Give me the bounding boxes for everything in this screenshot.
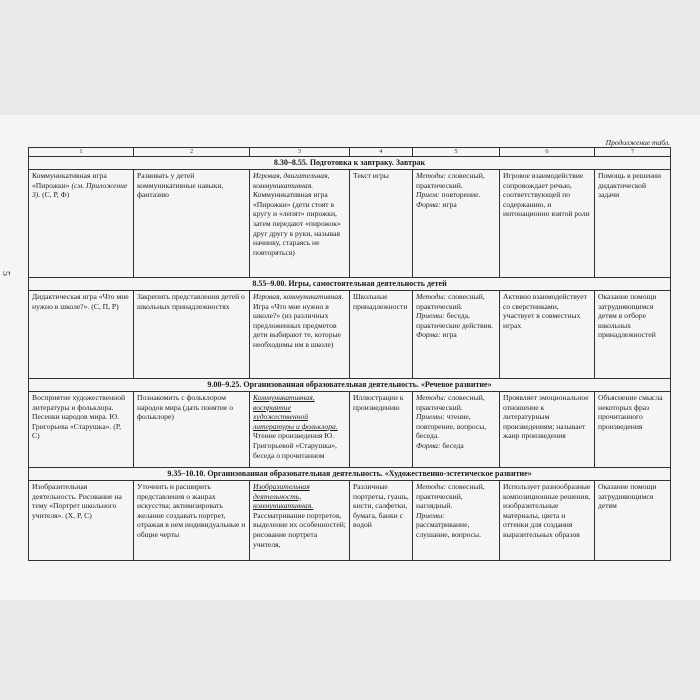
support-cell: Объяснение смысла некоторых фраз прочитанного произведения xyxy=(595,392,671,468)
section-title: 8.55–9.00. Игры, самостоятельная деятельность детей xyxy=(29,278,671,291)
methods-cell: Методы: словесный, практический. Приемы: беседа, практические действия. Форма: игра xyxy=(413,291,500,379)
section-title: 8.30–8.55. Подготовка к завтраку. Завтрак xyxy=(29,157,671,170)
table-row xyxy=(29,170,671,278)
activity-type-cell: Коммуникативная, восприятие художественной литературы и фольклора. Чтение произведения Ю. Григорьевой «Старушка», беседа о прочитанном xyxy=(250,392,350,468)
activity-type-cell: Игровая, коммуникативная. Игра «Что мне нужно в школе?» (из различных предложенных предметов дети выбирают те, которые необходимы им в школе) xyxy=(250,291,350,379)
section-header-row xyxy=(29,379,671,392)
page-number: 5 xyxy=(0,271,11,276)
col-number: 6 xyxy=(500,148,595,157)
materials-cell: Иллюстрации к произведению xyxy=(350,392,413,468)
goal-cell: Уточнить и расширить представления о жанрах искусства; активизировать желание создавать портрет, отражая в нем индивидуальные и общие черты xyxy=(134,481,250,561)
outcome-cell: Активно взаимодействует со сверстниками, участвует в совместных играх xyxy=(500,291,595,379)
methods-cell: Методы: словесный, практический. Прием: повторение. Форма: игра xyxy=(413,170,500,278)
support-cell: Оказание помощи затрудняющимся детям в отборе школьных принадлежностей xyxy=(595,291,671,379)
methods-cell: Методы: словесный, практический, наглядный. Приемы: рассматривание, слушание, вопросы. xyxy=(413,481,500,561)
support-cell: Помощь в решении дидактической задачи xyxy=(595,170,671,278)
activity-type-cell: Игровая, двигательная, коммуникативная. Коммуникативная игра «Пирожки» (дети стоят в кругу и «лепят» пирожки, затем передают «пирожок» друг другу в руки, называя начинку, стараясь не повторяться) xyxy=(250,170,350,278)
activity-cell: Коммуникативная игра «Пирожки» (см. Приложение 3). (С, Р, Ф) xyxy=(29,170,134,278)
column-number-row xyxy=(29,148,671,157)
goal-cell: Закрепить представления детей о школьных принадлежностях xyxy=(134,291,250,379)
table-row xyxy=(29,481,671,561)
col-number: 5 xyxy=(413,148,500,157)
outcome-cell: Использует разнообразные композиционные решения, изобразительные материалы, цвета и оттенки для создания выразительных образов xyxy=(500,481,595,561)
goal-cell: Познакомить с фольклором народов мира (дать понятие о фольклоре) xyxy=(134,392,250,468)
section-title: 9.00–9.25. Организованная образовательная деятельность. «Речевое развитие» xyxy=(29,379,671,392)
section-header-row xyxy=(29,278,671,291)
section-header-row xyxy=(29,157,671,170)
outcome-cell: Игровое взаимодействие сопровождает речью, соответствующей по содержанию, и интонационно взятой роли xyxy=(500,170,595,278)
materials-cell: Различные портреты, гуашь, кисти, салфетки, бумага, банки с водой xyxy=(350,481,413,561)
support-cell: Оказание помощи затрудняющимся детям xyxy=(595,481,671,561)
outcome-cell: Проявляет эмоциональное отношение к литературным произведениям; называет жанр произведения xyxy=(500,392,595,468)
materials-cell: Текст игры xyxy=(350,170,413,278)
table-row xyxy=(29,392,671,468)
activity-cell: Восприятие художественной литературы и фольклора. Песенки народов мира. Ю. Григорьева «Старушка». (Р, С) xyxy=(29,392,134,468)
schedule-table xyxy=(28,147,671,561)
activity-cell: Дидактическая игра «Что мне нужно в школе?». (С, П, Р) xyxy=(29,291,134,379)
activity-cell: Изобразительная деятельность. Рисование на тему «Портрет школьного учителя». (Х, Р, С) xyxy=(29,481,134,561)
materials-cell: Школьные принадлежности xyxy=(350,291,413,379)
section-title: 9.35–10.10. Организованная образовательная деятельность. «Художественно-эстетическое развитие» xyxy=(29,468,671,481)
col-number: 1 xyxy=(29,148,134,157)
table-row xyxy=(29,291,671,379)
col-number: 3 xyxy=(250,148,350,157)
activity-type-cell: Изобразительная деятельность, коммуникативная. Рассматривание портретов, выделение их особенностей; рисование портрета учителя, xyxy=(250,481,350,561)
section-header-row xyxy=(29,468,671,481)
continuation-note: Продолжение табл. xyxy=(605,138,670,147)
methods-cell: Методы: словесный, практический. Приемы: чтение, повторение, вопросы, беседа. Форма: беседа xyxy=(413,392,500,468)
col-number: 2 xyxy=(134,148,250,157)
col-number: 7 xyxy=(595,148,671,157)
goal-cell: Развивать у детей коммуникативные навыки, фантазию xyxy=(134,170,250,278)
col-number: 4 xyxy=(350,148,413,157)
